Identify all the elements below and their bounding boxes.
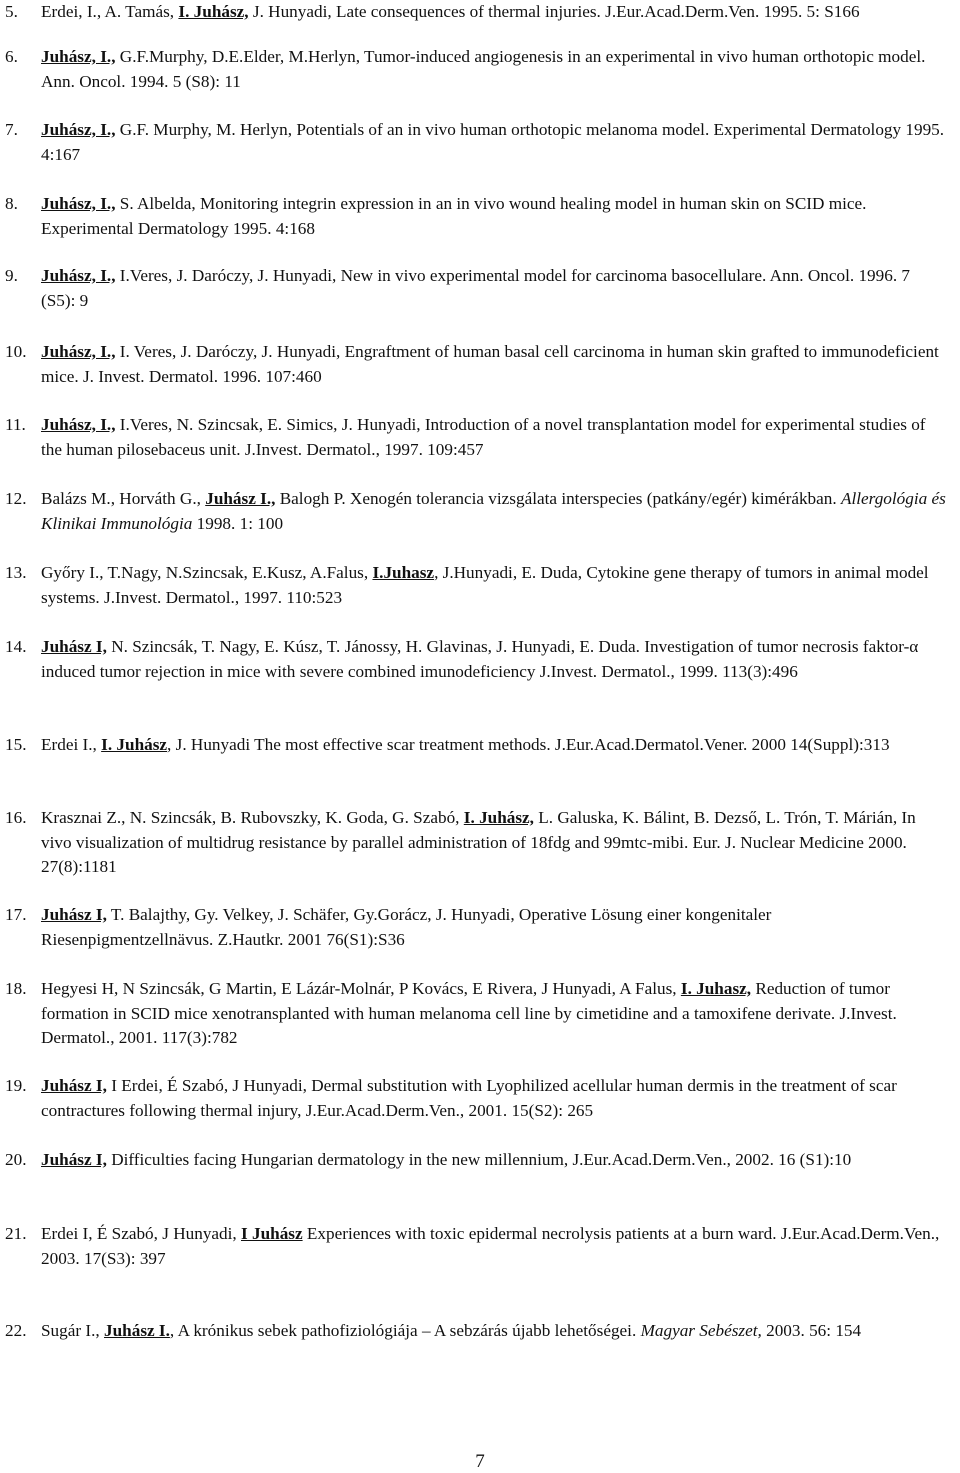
reference-number: 11. (5, 415, 26, 434)
author-name-highlight: Juhász, I., (41, 194, 116, 213)
author-name-highlight: I. Juhász, (463, 808, 534, 827)
reference-segment: 2003. 56: 154 (761, 1321, 862, 1340)
author-name-highlight: I. Juhász, (178, 2, 249, 21)
author-name-highlight: Juhász, I., (41, 47, 116, 66)
reference-segment: J. Hunyadi, Late consequences of thermal injuries. J.Eur.Acad.Derm.Ven. 1995. 5: S166 (248, 2, 860, 21)
author-name-highlight: Juhász, I., (41, 266, 116, 285)
reference-text (41, 45, 946, 94)
reference-text (41, 340, 946, 389)
author-name-highlight: Juhász I., (205, 489, 276, 508)
reference-text (41, 1074, 946, 1123)
author-name-highlight: I. Juhász (101, 735, 168, 754)
author-name-highlight: Juhász I, (41, 1076, 107, 1095)
reference-text (41, 264, 946, 313)
author-name-highlight: Juhász, I., (41, 342, 116, 361)
reference-segment: , A krónikus sebek pathofiziológiája – A sebzárás újabb lehetőségei. (169, 1321, 641, 1340)
reference-number: 19. (5, 1076, 27, 1095)
reference-segment: G.F.Murphy, D.E.Elder, M.Herlyn, Tumor-induced angiogenesis in an experimental in vivo human orthotopic model. Ann. Oncol. 1994. 5 (S8): 11 (41, 47, 926, 91)
reference-text (41, 903, 946, 952)
author-name-highlight: I.Juhasz (372, 563, 435, 582)
reference-segment: L. Galuska, K. Bálint, B. Dezső, L. Trón, T. Márián, In vivo visualization of multidrug resistance by parallel administration of 18fdg and 99mtc-mibi. Eur. J. Nuclear Medicine 2000. 27(8):1181 (41, 808, 916, 876)
reference-number: 9. (5, 266, 18, 285)
reference-segment: Sugár I., (41, 1321, 105, 1340)
reference-text (41, 733, 946, 758)
reference-segment: I. Veres, J. Daróczy, J. Hunyadi, Engraftment of human basal cell carcinoma in human skin grafted to immunodeficient mice. J. Invest. Dermatol. 1996. 107:460 (41, 342, 939, 386)
reference-segment: Experiences with toxic epidermal necrolysis patients at a burn ward. J.Eur.Acad.Derm.Ven., 2003. 17(S3): 397 (41, 1224, 940, 1268)
reference-number: 22. (5, 1321, 27, 1340)
reference-segment: Erdei I., (41, 735, 102, 754)
reference-segment: Reduction of tumor formation in SCID mice xenotransplanted with human melanoma cell line by cimetidine and a tamoxifene derivate. J.Invest. Dermatol., 2001. 117(3):782 (41, 979, 897, 1047)
journal-title: Magyar Sebészet, (640, 1321, 762, 1340)
reference-segment: Balázs M., Horváth G., (41, 489, 206, 508)
reference-text (41, 977, 946, 1051)
reference-number: 6. (5, 47, 18, 66)
reference-number: 10. (5, 342, 27, 361)
page-number: 7 (475, 1451, 485, 1472)
reference-segment: 1998. 1: 100 (192, 513, 284, 533)
reference-segment: , J. Hunyadi The most effective scar treatment methods. J.Eur.Acad.Dermatol.Vener. 2000 14(Suppl):313 (167, 735, 890, 754)
reference-number: 15. (5, 735, 27, 754)
reference-segment: S. Albelda, Monitoring integrin expression in an in vivo wound healing model in human skin on SCID mice. Experimental Dermatology 1995. 4:168 (41, 194, 867, 238)
reference-segment: Difficulties facing Hungarian dermatology in the new millennium, J.Eur.Acad.Derm.Ven., 2002. 16 (S1):10 (106, 1150, 852, 1169)
reference-text (41, 635, 946, 684)
reference-segment: T. Balajthy, Gy. Velkey, J. Schäfer, Gy.Gorácz, J. Hunyadi, Operative Lösung einer kongenitaler Riesenpigmentzellnävus. Z.Hautkr. 2001 76(S1):S36 (41, 905, 772, 949)
reference-number: 21. (5, 1224, 27, 1243)
reference-segment: Győry I., T.Nagy, N.Szincsak, E.Kusz, A.Falus, (41, 563, 373, 582)
reference-text (41, 192, 946, 241)
reference-segment: I.Veres, J. Daróczy, J. Hunyadi, New in vivo experimental model for carcinoma basocellulare. Ann. Oncol. 1996. 7 (S5): 9 (41, 266, 911, 310)
author-name-highlight: Juhász, I., (41, 120, 116, 139)
reference-number: 7. (5, 120, 18, 139)
author-name-highlight: I Juhász (241, 1224, 303, 1243)
reference-text (41, 1222, 946, 1271)
reference-number: 13. (5, 563, 27, 582)
reference-text (41, 413, 946, 462)
reference-segment: Balogh P. Xenogén tolerancia vizsgálata interspecies (patkány/egér) kimérákban. (275, 489, 841, 508)
author-name-highlight: I. Juhasz, (680, 979, 752, 998)
reference-segment: Hegyesi H, N Szincsák, G Martin, E Lázár-Molnár, P Kovács, E Rivera, J Hunyadi, A Falus, (41, 979, 681, 998)
reference-segment: Krasznai Z., N. Szincsák, B. Rubovszky, K. Goda, G. Szabó, (41, 808, 464, 827)
reference-number: 16. (5, 808, 27, 827)
reference-number: 12. (5, 489, 27, 508)
reference-number: 5. (5, 2, 18, 21)
reference-number: 18. (5, 979, 27, 998)
reference-text (41, 806, 946, 880)
reference-text (41, 0, 946, 25)
reference-segment: I Erdei, É Szabó, J Hunyadi, Dermal substitution with Lyophilized acellular human dermis in the treatment of scar contractures following thermal injury, J.Eur.Acad.Derm.Ven., 2001. 15(S2): 265 (41, 1076, 897, 1120)
author-name-highlight: Juhász I. (104, 1321, 170, 1340)
reference-segment: , J.Hunyadi, E. Duda, Cytokine gene therapy of tumors in animal model systems. J.Invest. Dermatol., 1997. 110:523 (41, 563, 929, 607)
author-name-highlight: Juhász, I., (41, 415, 116, 434)
journal-title: Allergológia és Klinikai Immunológia (41, 489, 946, 533)
reference-number: 20. (5, 1150, 27, 1169)
reference-number: 8. (5, 194, 18, 213)
reference-number: 14. (5, 637, 27, 656)
author-name-highlight: Juhász I, (41, 905, 107, 924)
author-name-highlight: Juhász I, (41, 1150, 107, 1169)
reference-number: 17. (5, 905, 27, 924)
reference-segment: Erdei, I., A. Tamás, (41, 2, 179, 21)
reference-text (41, 487, 946, 536)
reference-text (41, 1319, 946, 1344)
reference-text (41, 561, 946, 610)
reference-segment: G.F. Murphy, M. Herlyn, Potentials of an in vivo human orthotopic melanoma model. Experimental Dermatology 1995. 4:167 (41, 120, 945, 164)
reference-segment: Erdei I, É Szabó, J Hunyadi, (41, 1224, 241, 1243)
reference-segment: I.Veres, N. Szincsak, E. Simics, J. Hunyadi, Introduction of a novel transplantation model for experimental studies of the human pilosebaceus unit. J.Invest. Dermatol., 1997. 109:457 (41, 415, 926, 459)
author-name-highlight: Juhász I, (41, 637, 107, 656)
reference-segment: N. Szincsák, T. Nagy, E. Kúsz, T. Jánossy, H. Glavinas, J. Hunyadi, E. Duda. Investigation of tumor necrosis faktor-α induced tumor rejection in mice with severe combined imunodeficiency J.Invest. Dermatol., 1999. 113(3):496 (41, 637, 919, 681)
reference-text (41, 1148, 946, 1173)
reference-text (41, 118, 946, 167)
